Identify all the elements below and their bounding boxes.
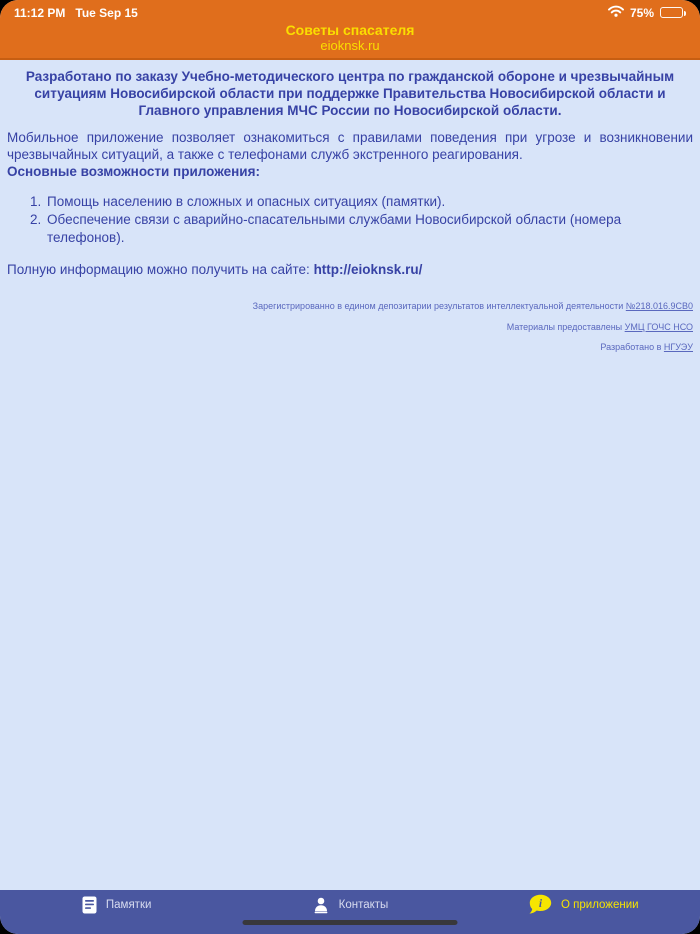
status-bar bbox=[0, 0, 700, 21]
credit-materials bbox=[7, 322, 693, 332]
status-time: 11:12 PM bbox=[14, 5, 66, 20]
svg-text:i: i bbox=[538, 898, 543, 910]
credit-developer bbox=[7, 342, 693, 352]
tab-bar bbox=[0, 890, 700, 934]
memo-icon bbox=[82, 896, 97, 914]
description-paragraph: Мобильное приложение позволяет ознакомиться с правилами поведения при угрозе и возникновении чрезвычайных ситуаций, а также с телефонами служб экстренного реагирования. bbox=[7, 130, 693, 162]
info-bubble-icon bbox=[528, 894, 552, 915]
status-right bbox=[608, 5, 686, 20]
features-list bbox=[7, 193, 693, 247]
credits-block bbox=[7, 301, 693, 352]
tab-about[interactable] bbox=[467, 894, 700, 915]
about-content bbox=[0, 60, 700, 890]
battery-percent-label: 75% bbox=[629, 5, 654, 20]
credit-text: Материалы предоставлены bbox=[506, 321, 625, 332]
tab-label: Памятки bbox=[105, 898, 152, 911]
site-url-link[interactable]: http://eioknsk.ru/ bbox=[313, 262, 423, 277]
tab-memos[interactable] bbox=[0, 896, 233, 914]
wifi-icon bbox=[608, 5, 624, 20]
credit-text: Зарегистрированно в едином депозитарии результатов интеллектуальной деятельности bbox=[252, 301, 626, 311]
app-header bbox=[0, 0, 700, 60]
credit-registration bbox=[7, 301, 693, 311]
status-date: Tue Sep 15 bbox=[75, 5, 138, 20]
status-left bbox=[14, 6, 138, 20]
home-indicator[interactable] bbox=[243, 920, 458, 925]
site-prefix: Полную информацию можно получить на сайте: bbox=[7, 262, 314, 277]
nsuem-link[interactable]: НГУЭУ bbox=[663, 342, 693, 352]
registration-number-link[interactable]: №218.016.9СВ0 bbox=[625, 301, 693, 311]
contacts-icon bbox=[312, 896, 330, 914]
list-item: 1. Помощь населению в сложных и опасных ситуациях (памятки). bbox=[45, 193, 693, 211]
credit-text: Разработано в bbox=[600, 342, 664, 352]
list-item: 2. Обеспечение связи с аварийно-спасательными службами Новосибирской области (номера телефонов). bbox=[45, 211, 693, 247]
site-line bbox=[7, 261, 693, 278]
features-heading: Основные возможности приложения: bbox=[7, 164, 260, 179]
umc-gochs-nso-link[interactable]: УМЦ ГОЧС НСО bbox=[624, 321, 693, 332]
tab-label: О приложении bbox=[561, 898, 639, 911]
tab-label: Контакты bbox=[338, 898, 389, 911]
intro-paragraph: Разработано по заказу Учебно-методического центра по гражданской обороне и чрезвычайным ситуациям Новосибирской области при поддержке Правительства Новосибирской области и Главного управления МЧС России по Новосибирской области. bbox=[25, 69, 675, 118]
tab-contacts[interactable] bbox=[233, 896, 466, 914]
page-subtitle: eioknsk.ru bbox=[320, 38, 380, 53]
battery-icon bbox=[660, 7, 683, 18]
page-title: Советы спасателя bbox=[285, 22, 415, 38]
